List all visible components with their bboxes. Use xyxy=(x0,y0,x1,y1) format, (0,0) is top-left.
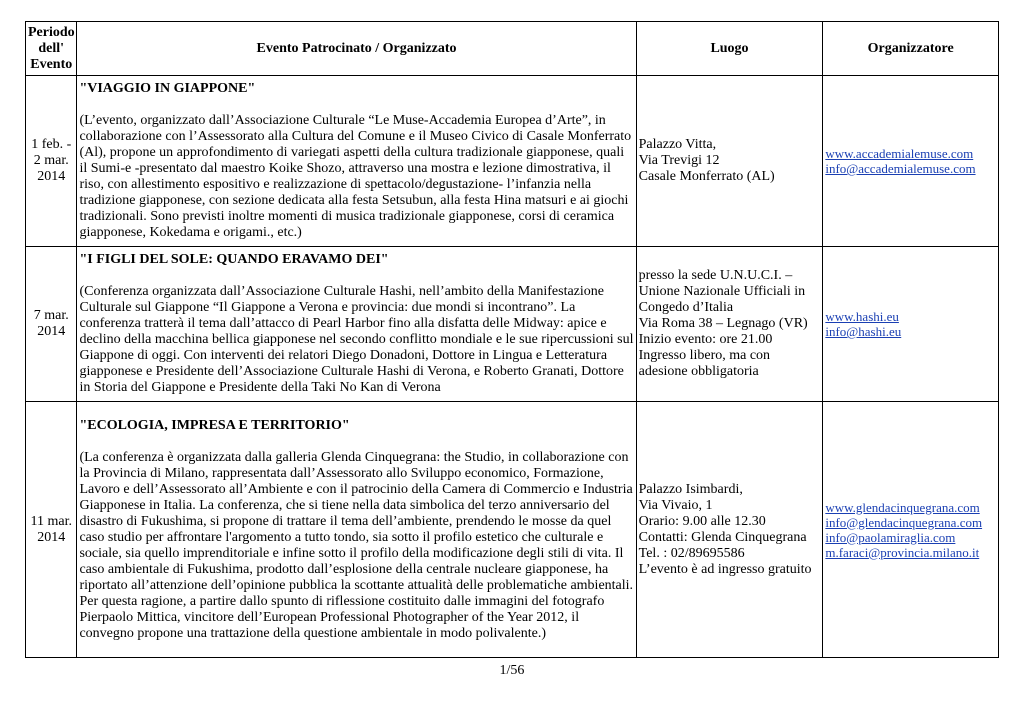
organizer-cell xyxy=(823,247,999,402)
header-venue: Luogo xyxy=(636,22,823,76)
table-row xyxy=(26,402,999,658)
venue-line: Via Vivaio, 1 xyxy=(638,497,713,513)
venue-line: Contatti: Glenda Cinquegrana xyxy=(638,529,807,545)
event-description: (Conferenza organizzata dall’Associazione Culturale Hashi, nell’ambito della Manifestazione Culturale sul Giappone “Il Giappone a Verona e provincia: due mondi si incontrano”. La conferenza tratterà il tema dall’attacco di Pearl Harbor fino alla disfatta delle Midway: apice e declino della macchina bellica giapponese nel secondo conflitto mondiale e le sue ripercussioni sul Giappone di oggi. Con interventi dei relatori Diego Donadoni, Dottore in Lingua e Letteratura giapponese e Presidente dell’Associazione Culturale Hashi di Verona, e Roberto Granati, Dottore in Storia del Giappone e Presidente della Taki No Kan di Verona xyxy=(79,284,634,395)
event-description: (La conferenza è organizzata dalla galleria Glenda Cinquegrana: the Studio, in collaborazione con la Provincia di Milano, rappresentata dall’Assessorato allo Sviluppo economico, Formazione, Lavoro e dell’Assessorato all’Ambiente e con il patrocinio della Camera di Commercio e Industria Giapponese in Italia. La conferenza, che si tiene nella data simbolica del terzo anniversario del disastro di Fukushima, si propone di trattare il tema dell’ambiente, prendendo le mosse da quel caso studio per affrontare l'argomento a tutto tondo, sia sotto il profilo estetico che culturale e sociale, sia quello imprenditoriale e infine sotto il profilo della modificazione degli stili di vita. Il caso ambientale di Fukushima, prodotto dall’esplosione della centrale nucleare giapponese, ha riportato all’attenzione dell’opinione pubblica la scottante attualità delle problematiche ambientali. Per questa ragione, a partire dallo spunto di riflessione costituito dalle immagini del fotografo Pierpaolo Mittica, vincitore dell’European Professional Photographer of the Year 2012, il convegno propone una trattazione della questione ambientale in modo polivalente.) xyxy=(79,449,634,641)
venue-cell xyxy=(636,402,823,658)
header-organizer: Organizzatore xyxy=(823,22,999,76)
event-cell xyxy=(77,247,636,402)
venue-line: Via Trevigi 12 xyxy=(638,153,720,168)
email-link[interactable]: info@glendacinquegrana.com xyxy=(825,514,983,530)
page-number: 1/56 xyxy=(499,663,525,678)
venue-line: presso la sede U.N.U.C.I. – Unione Nazionale Ufficiali in Congedo d’Italia xyxy=(638,268,806,315)
venue-line: Palazzo Vitta, xyxy=(638,137,717,152)
header-period: Periodo dell' Evento xyxy=(26,22,77,76)
venue-line: Tel. : 02/89695586 xyxy=(638,545,745,561)
event-description: (L’evento, organizzato dall’Associazione Culturale “Le Muse-Accademia Europea d’Arte”, in collaborazione con l’Assessorato alla Cultura del Comune e il Museo Civico di Casale Monferrato (Al), propone un approfondimento di variegati aspetti della cultura tradizionale giapponese, quali il Sumi-e -presentato dal maestro Koike Shozo, attraverso una mostra e lezione dimostrativa, il riso, con allestimento espositivo e realizzazione di spettacolo/degustazione- l’infanzia nella tradizione giapponese, con sezione dedicata alla festa Setsubun, alla festa Hina matsuri e ai giochi tradizionali. Sono previsti inoltre momenti di musica tradizionale giapponese, corsi di ceramica giapponese, Kokedama e origami., etc.) xyxy=(79,113,632,240)
event-title: "I FIGLI DEL SOLE: QUANDO ERAVAMO DEI" xyxy=(79,252,389,267)
organizer-cell xyxy=(823,402,999,658)
venue-line: Via Roma 38 – Legnago (VR) xyxy=(638,316,808,331)
header-row xyxy=(26,22,999,76)
website-link[interactable]: www.accademialemuse.com xyxy=(825,146,974,161)
event-title: "ECOLOGIA, IMPRESA E TERRITORIO" xyxy=(79,417,350,433)
venue-line: L’evento è ad ingresso gratuito xyxy=(638,561,812,577)
venue-line: Palazzo Isimbardi, xyxy=(638,481,743,497)
event-period: 7 mar. 2014 xyxy=(26,247,77,402)
header-event: Evento Patrocinato / Organizzato xyxy=(77,22,636,76)
organizer-cell xyxy=(823,76,999,247)
website-link[interactable]: www.hashi.eu xyxy=(825,309,899,324)
venue-line: Ingresso libero, ma con adesione obbligatoria xyxy=(638,348,771,379)
event-title: "VIAGGIO IN GIAPPONE" xyxy=(79,81,256,96)
venue-line: Inizio evento: ore 21.00 xyxy=(638,332,773,347)
email-link[interactable]: info@hashi.eu xyxy=(825,324,902,339)
event-cell xyxy=(77,76,636,247)
table-row xyxy=(26,247,999,402)
table-row xyxy=(26,76,999,247)
website-link[interactable]: www.glendacinquegrana.com xyxy=(825,499,980,515)
event-period: 1 feb. - 2 mar. 2014 xyxy=(26,76,77,247)
venue-cell xyxy=(636,247,823,402)
venue-cell xyxy=(636,76,823,247)
email-link[interactable]: info@paolamiraglia.com xyxy=(825,529,956,545)
venue-line: Orario: 9.00 alle 12.30 xyxy=(638,513,766,529)
event-cell xyxy=(77,402,636,658)
email-link[interactable]: m.faraci@provincia.milano.it xyxy=(825,544,980,560)
event-period: 11 mar. 2014 xyxy=(26,402,77,658)
venue-line: Casale Monferrato (AL) xyxy=(638,169,775,184)
email-link[interactable]: info@accademialemuse.com xyxy=(825,161,976,176)
events-table xyxy=(25,21,999,658)
